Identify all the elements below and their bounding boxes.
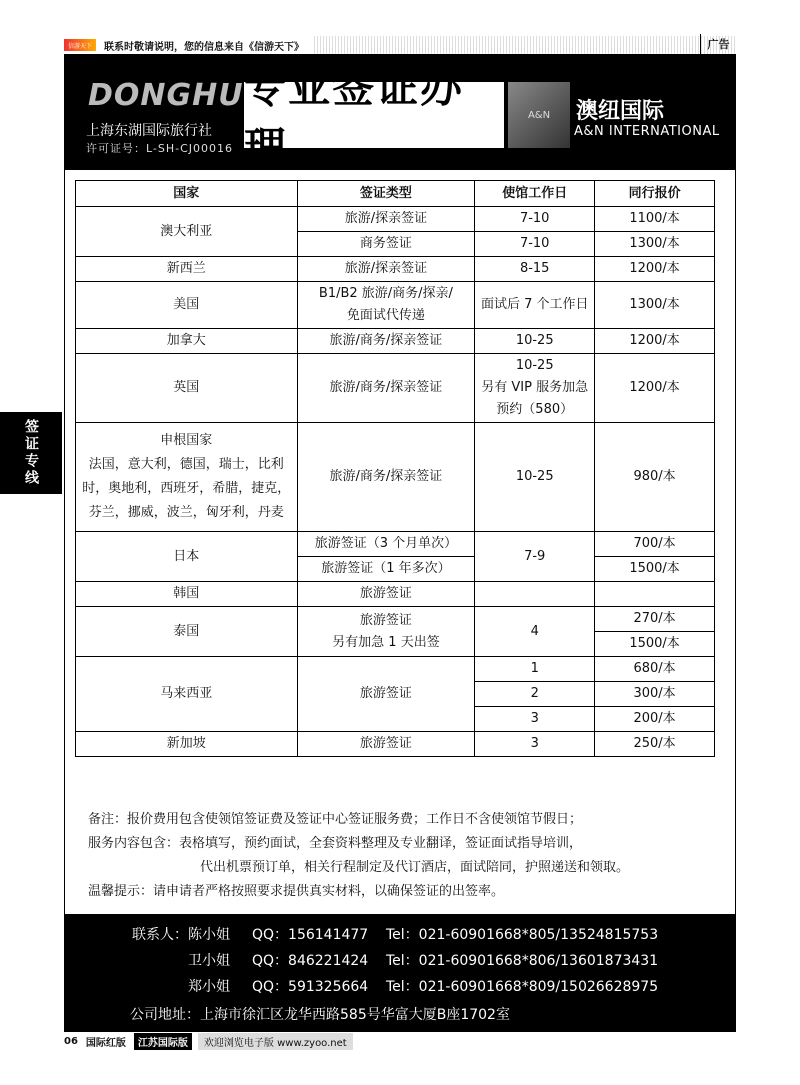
note-remark: 备注：报价费用包含使领馆签证费及签证中心签证服务费；工作日不含使领馆节假日；: [88, 812, 583, 827]
days-cell: 2: [475, 682, 595, 707]
visa-type-cell: [297, 282, 475, 329]
price-cell: 1200/本: [595, 329, 715, 354]
table-row: [76, 732, 715, 757]
edition-name: 国际红版: [85, 1037, 126, 1049]
table-row: [76, 329, 715, 354]
license-number: 许可证号：L-SH-CJ00016: [86, 142, 234, 155]
visa-type-cell: 旅游签证（1 年多次）: [297, 557, 475, 582]
price-cell: 1200/本: [595, 354, 715, 423]
price-cell: 980/本: [595, 423, 715, 532]
note-services: 服务内容包含：表格填写，预约面试，全套资料整理及专业翻译，签证面试指导培训，: [88, 836, 583, 851]
visa-type-cell: 旅游/商务/探亲签证: [297, 329, 475, 354]
days-line: 另有 VIP 服务加急: [481, 380, 589, 395]
table-row: [76, 282, 715, 329]
table-row: [76, 207, 715, 232]
price-cell: 1200/本: [595, 257, 715, 282]
notes-section: [88, 808, 728, 904]
header-country: 国家: [76, 181, 298, 207]
country-cell: 泰国: [76, 607, 298, 657]
price-cell: 1300/本: [595, 282, 715, 329]
visa-type-line: 另有加急 1 天出签: [332, 634, 440, 650]
visa-type-cell: 旅游签证: [297, 657, 475, 732]
table-row: [76, 582, 715, 607]
country-line: 芬兰，挪威，波兰，匈牙利，丹麦: [88, 505, 284, 520]
table-row: [76, 532, 715, 557]
price-cell: 200/本: [595, 707, 715, 732]
contact-row: [64, 922, 736, 946]
note-tip: 温馨提示：请申请者严格按照要求提供真实材料，以确保签证的出签率。: [88, 884, 505, 899]
days-cell: [475, 582, 595, 607]
country-cell: 美国: [76, 282, 298, 329]
website-link[interactable]: 欢迎浏览电子版 www.zyoo.net: [198, 1033, 353, 1050]
country-cell: 马来西亚: [76, 657, 298, 732]
days-cell: [475, 354, 595, 423]
country-cell: [76, 423, 298, 532]
visa-type-cell: 旅游签证: [297, 582, 475, 607]
visa-type-line: 免面试代传递: [346, 308, 425, 323]
table-row: [76, 423, 715, 532]
contact-name: 陈小姐: [188, 927, 230, 943]
contact-footer: [64, 914, 736, 1032]
price-cell: 1100/本: [595, 207, 715, 232]
table-row: [76, 607, 715, 632]
table-row: [76, 657, 715, 682]
contact-tel: Tel：021-60901668*805/13524815753: [386, 927, 659, 943]
days-cell: 10-25: [475, 329, 595, 354]
side-tab: 签证专线: [0, 412, 62, 494]
contact-qq: QQ：846221424: [252, 953, 369, 969]
days-cell: 7-10: [475, 207, 595, 232]
table-row: [76, 257, 715, 282]
days-cell: 1: [475, 657, 595, 682]
table-header-row: [76, 181, 715, 207]
country-line: 时，奥地利，西班牙，希腊，捷克，: [82, 481, 291, 496]
contact-qq: QQ：156141477: [252, 927, 369, 943]
days-line: 10-25: [515, 358, 554, 373]
visa-type-cell: 旅游签证（3 个月单次）: [297, 532, 475, 557]
partner-logo: A&N: [508, 82, 570, 148]
price-cell: 250/本: [595, 732, 715, 757]
contact-row: [64, 948, 736, 972]
visa-type-cell: 旅游/商务/探亲签证: [297, 354, 475, 423]
days-cell: 7-10: [475, 232, 595, 257]
partner-name-cn: 澳纽国际: [576, 99, 665, 124]
days-line: 预约（580）: [496, 402, 574, 417]
header-price: 同行报价: [595, 181, 715, 207]
price-cell: 700/本: [595, 532, 715, 557]
country-line: 法国，意大利，德国，瑞士，比利: [88, 457, 284, 472]
price-cell: 680/本: [595, 657, 715, 682]
top-bar: [64, 36, 736, 54]
days-cell: 10-25: [475, 423, 595, 532]
days-cell: 7-9: [475, 532, 595, 582]
header-working-days: 使馆工作日: [475, 181, 595, 207]
company-name: 上海东湖国际旅行社: [86, 123, 212, 139]
contact-row: [64, 974, 736, 998]
visa-type-line: 旅游签证: [359, 612, 412, 628]
page-number: 06: [64, 1035, 78, 1047]
country-cell: 英国: [76, 354, 298, 423]
visa-type-cell: [297, 607, 475, 657]
contact-qq: QQ：591325664: [252, 979, 369, 995]
contact-label: 联系人：: [132, 927, 188, 943]
header-banner: [64, 54, 736, 170]
price-cell: 1300/本: [595, 232, 715, 257]
contact-tel: Tel：021-60901668*806/13601873431: [386, 953, 659, 969]
note-services-cont: 代出机票预订单，相关行程制定及代订酒店，面试陪同，护照递送和领取。: [200, 860, 630, 875]
edition-box: 江苏国际版: [134, 1033, 192, 1050]
ad-tag: 广告: [700, 34, 736, 54]
visa-type-cell: 旅游/探亲签证: [297, 257, 475, 282]
days-cell: 面试后 7 个工作日: [475, 282, 595, 329]
days-cell: 4: [475, 607, 595, 657]
company-address: 公司地址：上海市徐汇区龙华西路585号华富大厦B座1702室: [130, 1007, 510, 1023]
price-cell: 270/本: [595, 607, 715, 632]
bottom-bar: [64, 1033, 394, 1049]
header-visa-type: 签证类型: [297, 181, 475, 207]
source-notice: 联系时敬请说明，您的信息来自《信游天下》: [104, 41, 304, 53]
country-cell: 韩国: [76, 582, 298, 607]
page-headline: 专业签证办理: [244, 82, 504, 148]
country-cell: 新加坡: [76, 732, 298, 757]
days-cell: 3: [475, 732, 595, 757]
country-cell: 澳大利亚: [76, 207, 298, 257]
contact-tel: Tel：021-60901668*809/15026628975: [386, 979, 659, 995]
visa-type-cell: 旅游/商务/探亲签证: [297, 423, 475, 532]
publisher-logo: 信游天下: [64, 39, 96, 51]
table-row: [76, 354, 715, 423]
country-line: 申根国家: [160, 433, 213, 448]
country-cell: 日本: [76, 532, 298, 582]
contact-name: 卫小姐: [188, 953, 230, 969]
visa-type-line: B1/B2 旅游/商务/探亲/: [318, 286, 453, 301]
visa-type-cell: 旅游/探亲签证: [297, 207, 475, 232]
visa-price-table: [75, 180, 715, 757]
price-cell: 1500/本: [595, 557, 715, 582]
price-cell: [595, 582, 715, 607]
top-stripe: [314, 36, 736, 54]
country-cell: 新西兰: [76, 257, 298, 282]
visa-type-cell: 商务签证: [297, 232, 475, 257]
partner-name-en: A&N INTERNATIONAL: [574, 124, 720, 139]
brand-logo: DONGHU: [88, 78, 244, 113]
visa-type-cell: 旅游签证: [297, 732, 475, 757]
days-cell: 8-15: [475, 257, 595, 282]
contact-name: 郑小姐: [188, 979, 230, 995]
price-cell: 1500/本: [595, 632, 715, 657]
country-cell: 加拿大: [76, 329, 298, 354]
days-cell: 3: [475, 707, 595, 732]
price-cell: 300/本: [595, 682, 715, 707]
